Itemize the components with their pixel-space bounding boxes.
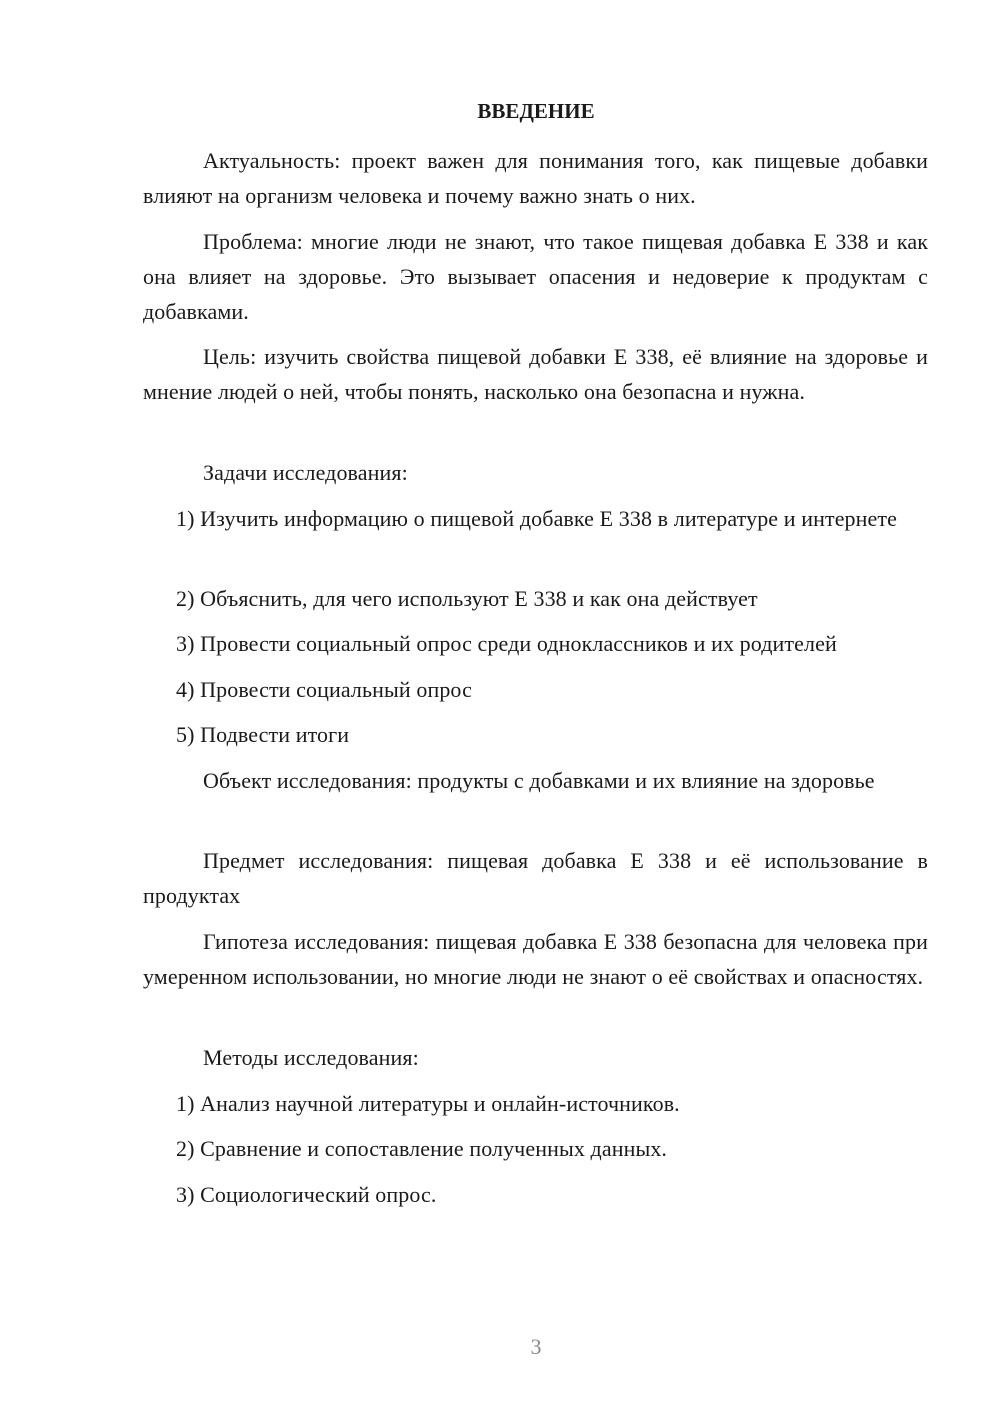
methods-item-1-block	[143, 1086, 928, 1121]
page-number: 3	[530, 1334, 542, 1359]
subject-text: Предмет исследования: пищевая добавка Е 338 и её использование в продуктах	[143, 848, 928, 908]
tasks-heading: Задачи исследования:	[203, 460, 408, 485]
object-paragraph	[143, 763, 928, 798]
methods-item-3-block	[143, 1177, 928, 1212]
object-text: Объект исследования: продукты с добавками и их влияние на здоровье	[203, 768, 875, 793]
tasks-heading-block	[143, 455, 928, 490]
goal-text: Цель: изучить свойства пищевой добавки Е 338, её влияние на здоровье и мнение людей о ней, чтобы понять, насколько она безопасна и нужна.	[143, 344, 928, 404]
tasks-item-2-block	[143, 581, 928, 616]
relevance-text: Актуальность: проект важен для понимания того, как пищевые добавки влияют на организм человека и почему важно знать о них.	[143, 148, 928, 208]
problem-paragraph	[143, 224, 928, 329]
methods-heading-block	[143, 1040, 928, 1075]
task-item: 4) Провести социальный опрос	[176, 677, 472, 702]
task-item: 2) Объяснить, для чего используют Е 338 и как она действует	[176, 586, 758, 611]
section-title: ВВЕДЕНИЕ	[477, 99, 595, 123]
hypothesis-text: Гипотеза исследования: пищевая добавка Е 338 безопасна для человека при умеренном использовании, но многие люди не знают о её свойствах и опасностях.	[143, 929, 928, 989]
task-item: 3) Провести социальный опрос среди одноклассников и их родителей	[176, 631, 837, 656]
goal-paragraph	[143, 339, 928, 409]
task-item: 5) Подвести итоги	[176, 722, 350, 747]
methods-item-2-block	[143, 1131, 928, 1166]
method-item: 2) Сравнение и сопоставление полученных данных.	[176, 1136, 668, 1161]
tasks-item-4-block	[143, 672, 928, 707]
method-item: 3) Социологический опрос.	[176, 1182, 437, 1207]
tasks-item-3-block	[143, 626, 928, 661]
tasks-item-5-block	[143, 717, 928, 752]
problem-text: Проблема: многие люди не знают, что такое пищевая добавка Е 338 и как она влияет на здоровье. Это вызывает опасения и недоверие к продуктам с добавками.	[143, 229, 928, 324]
relevance-paragraph	[143, 143, 928, 213]
task-item: 1) Изучить информацию о пищевой добавке Е 338 в литературе и интернете	[176, 506, 897, 531]
method-item: 1) Анализ научной литературы и онлайн-источников.	[176, 1091, 680, 1116]
subject-paragraph	[143, 843, 928, 913]
methods-heading: Методы исследования:	[203, 1045, 419, 1070]
hypothesis-paragraph	[143, 924, 928, 994]
tasks-item-1-block	[143, 501, 928, 536]
